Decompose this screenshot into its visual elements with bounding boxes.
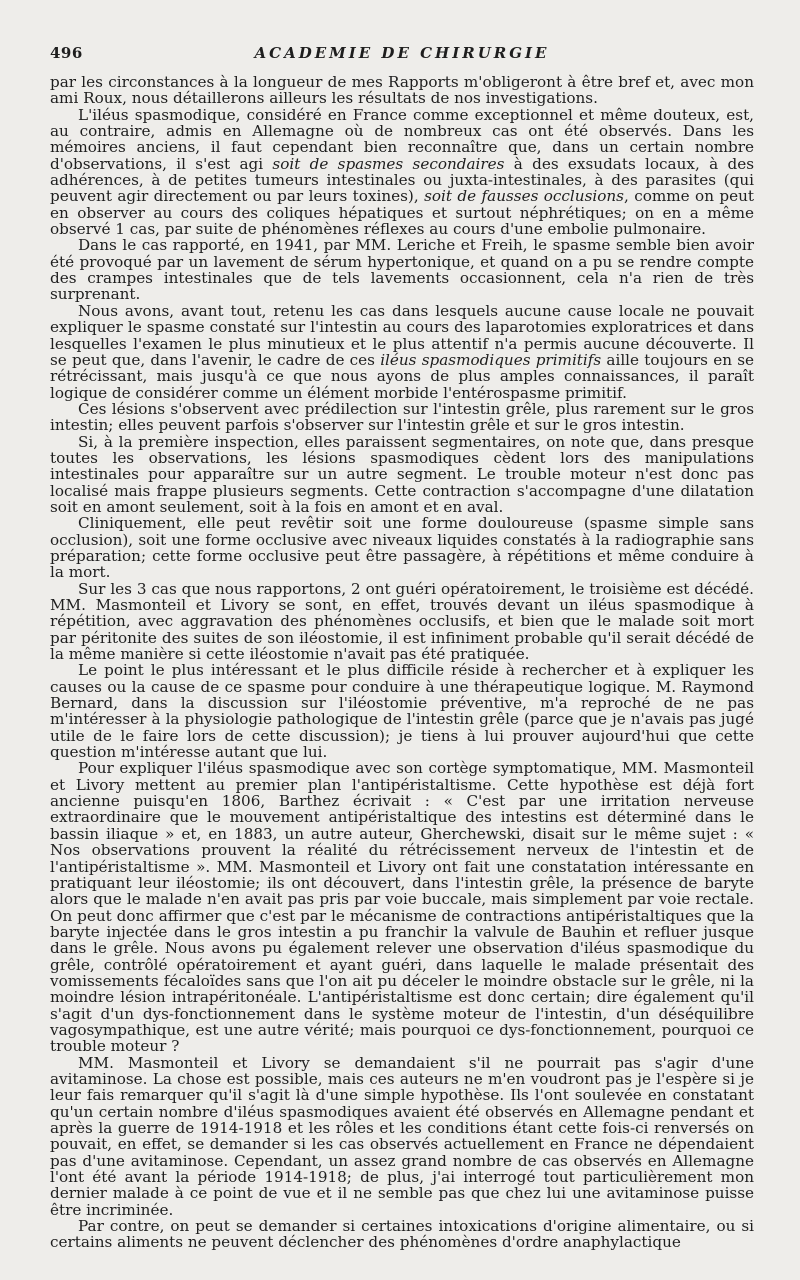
paragraph: [50, 303, 754, 401]
paragraph: [50, 1218, 754, 1251]
text-run: Cliniquement, elle peut revêtir soit une forme douloureuse (spasme simple sans occlusion), soit une forme occlusive avec niveaux liquides constatés à la radiographie sans préparation; cette forme occlusive peut être passagère, à répétitions et même conduire à la mort.: [50, 514, 754, 582]
text-run: aille toujours en se rétrécissant, mais jusqu'à ce que nous ayons de plus amples connaissances, il paraît logique de considérer comme un élément morbide l'entérospasme primitif.: [50, 350, 754, 402]
text-run: L'iléus spasmodique, considéré en France comme exceptionnel et même douteux, est, au contraire, admis en Allemagne où de nombreux cas ont été observés. Dans les mémoires anciens, il faut cependant bien reconnaître que, dans un certain nombre d'observations, il s'est agi: [50, 105, 754, 173]
body-text: [50, 74, 754, 1251]
paragraph: [50, 74, 754, 107]
text-run: Le point le plus intéressant et le plus difficile réside à rechercher et à expliquer les causes ou la cause de ce spasme pour conduire à une thérapeutique logique. M. Raymond Bernard, dans la discussion sur l'iléostomie préventive, m'a reproché de ne pas m'intéresser à la physiologie pathologique de l'intestin grêle (parce que je n'avais pas jugé utile de le faire lors de cette discussion); je tiens à lui prouver aujourd'hui que cette question m'intéresse autant que lui.: [50, 661, 754, 762]
page-number: 496: [50, 44, 83, 62]
paragraph: [50, 107, 754, 238]
page: [50, 40, 754, 1251]
paragraph: [50, 401, 754, 434]
text-run: Par contre, on peut se demander si certaines intoxications d'origine alimentaire, ou si certains aliments ne peuvent déclencher des phénomènes d'ordre anaphylactique: [50, 1217, 754, 1252]
paragraph: [50, 515, 754, 580]
text-run: , comme on peut en observer au cours des coliques hépatiques et surtout néphrétiques; on en a même observé 1 cas, par suite de phénomènes réflexes au cours d'une embolie pulmonaire.: [50, 187, 754, 239]
paragraph: [50, 237, 754, 302]
paragraph: [50, 1055, 754, 1218]
text-run: Dans le cas rapporté, en 1941, par MM. Leriche et Freih, le spasme semble bien avoir été provoqué par un lavement de sérum hypertonique, et quand on a pu se rendre compte des crampes intestinales que de tels lavements occasionnent, cela n'a rien de très surprenant.: [50, 236, 754, 304]
text-run: Nous avons, avant tout, retenu les cas dans lesquels aucune cause locale ne pouvait expliquer le spasme constaté sur l'intestin au cours des laparotomies exploratrices et dans lesquelles l'examen le plus minutieux et le plus attentif n'a permis aucune découverte. Il se peut que, dans l'avenir, le cadre de ces: [50, 301, 754, 369]
text-run: Sur les 3 cas que nous rapportons, 2 ont guéri opératoirement, le troisième est décédé. MM. Masmonteil et Livory se sont, en effet, trouvés devant un iléus spasmodique à répétition, avec aggravation des phénomènes occlusifs, et bien que le malade soit mort par péritonite des suites de son iléostomie, il est infiniment probable qu'il serait décédé de la même manière si cette iléostomie n'avait pas été pratiquée.: [50, 579, 754, 664]
text-run: par les circonstances à la longueur de mes Rapports m'obligeront à être bref et, avec mon ami Roux, nous détaillerons ailleurs les résultats de nos investigations.: [50, 73, 754, 108]
paragraph: [50, 662, 754, 760]
text-run: Pour expliquer l'iléus spasmodique avec son cortège symptomatique, MM. Masmonteil et Livory mettent au premier plan l'antipéristaltisme. Cette hypothèse est déjà fort ancienne puisqu'en 1806, Barthez écrivait : « C'est par une irritation nerveuse extraordinaire que le mouvement antipéristaltique des intestins est déterminé dans le bassin iliaque » et, en 1883, un autre auteur, Gherchewski, disait sur le même sujet : « Nos observations prouvent la réalité du rétrécissement nerveux de l'intestin et de l'antipéristaltisme ». MM. Masmonteil et Livory ont fait une constatation intéressante en pratiquant leur iléostomie; ils ont découvert, dans l'intestin grêle, la présence de baryte alors que le malade n'en avait pas pris par voie buccale, mais simplement par voie rectale. On peut donc affirmer que c'est par le mécanisme de contractions antipéristaltiques que la baryte injectée dans le gros intestin a pu franchir la valvule de Bauhin et refluer jusque dans le grêle. Nous avons pu également relever une observation d'iléus spasmodique du grêle, contrôlé opératoirement et ayant guéri, dans laquelle le malade présentait des vomissements fécaloïdes sans que l'on ait pu déceler le moindre obstacle sur le grêle, ni la moindre lésion intrapéritonéale. L'antipéristaltisme est donc certain; dire également qu'il s'agit d'un dys-fonctionnement dans le système moteur de l'intestin, d'un déséquilibre vagosympathique, est une autre vérité; mais pourquoi ce dys-fonctionnement, pourquoi ce trouble moteur ?: [50, 759, 754, 1056]
paragraph: [50, 434, 754, 516]
text-run: Ces lésions s'observent avec prédilection sur l'intestin grêle, plus rarement sur le gros intestin; elles peuvent parfois s'observer sur l'intestin grêle et sur le gros intestin.: [50, 399, 754, 435]
paragraph: [50, 760, 754, 1054]
text-run: MM. Masmonteil et Livory se demandaient s'il ne pourrait pas s'agir d'une avitaminose. La chose est possible, mais ces auteurs ne m'en voudront pas je l'espère si je leur fais remarquer qu'il s'agit là d'une simple hypothèse. Ils l'ont soulevée en constatant qu'un certain nombre d'iléus spasmodiques avaient été observés en Allemagne pendant et après la guerre de 1914-1918 et les rôles et les conditions étant cette fois-ci renversés on pouvait, en effet, se demander si les cas observés actuellement en France ne dépendaient pas d'une avitaminose. Cependant, un assez grand nombre de cas observés en Allemagne l'ont été avant la période 1914-1918; de plus, j'ai interrogé tout particulièrement mon dernier malade à ce point de vue et il ne semble pas que chez lui une avitaminose puisse être incriminée.: [50, 1053, 754, 1219]
italic-phrase: soit de spasmes secondaires: [272, 154, 505, 173]
running-title: ACADEMIE DE CHIRURGIE: [254, 44, 550, 62]
page-header: [50, 40, 754, 74]
italic-phrase: soit de fausses occlusions: [424, 187, 624, 206]
italic-phrase: iléus spasmodiques primitifs: [380, 350, 602, 369]
text-run: Si, à la première inspection, elles paraissent segmentaires, on note que, dans presque toutes les observations, les lésions spasmodiques cèdent lors des manipulations intestinales pour apparaître sur un autre segment. Le trouble moteur n'est donc pas localisé mais frappe plusieurs segments. Cette contraction s'accompagne d'une dilatation soit en amont seulement, soit à la fois en amont et en aval.: [50, 432, 754, 516]
text-run: à des exsudats locaux, à des adhérences, à de petites tumeurs intestinales ou juxta-intestinales, à des parasites (qui peuvent agir directement ou par leurs toxines),: [50, 154, 754, 206]
paragraph: [50, 581, 754, 663]
